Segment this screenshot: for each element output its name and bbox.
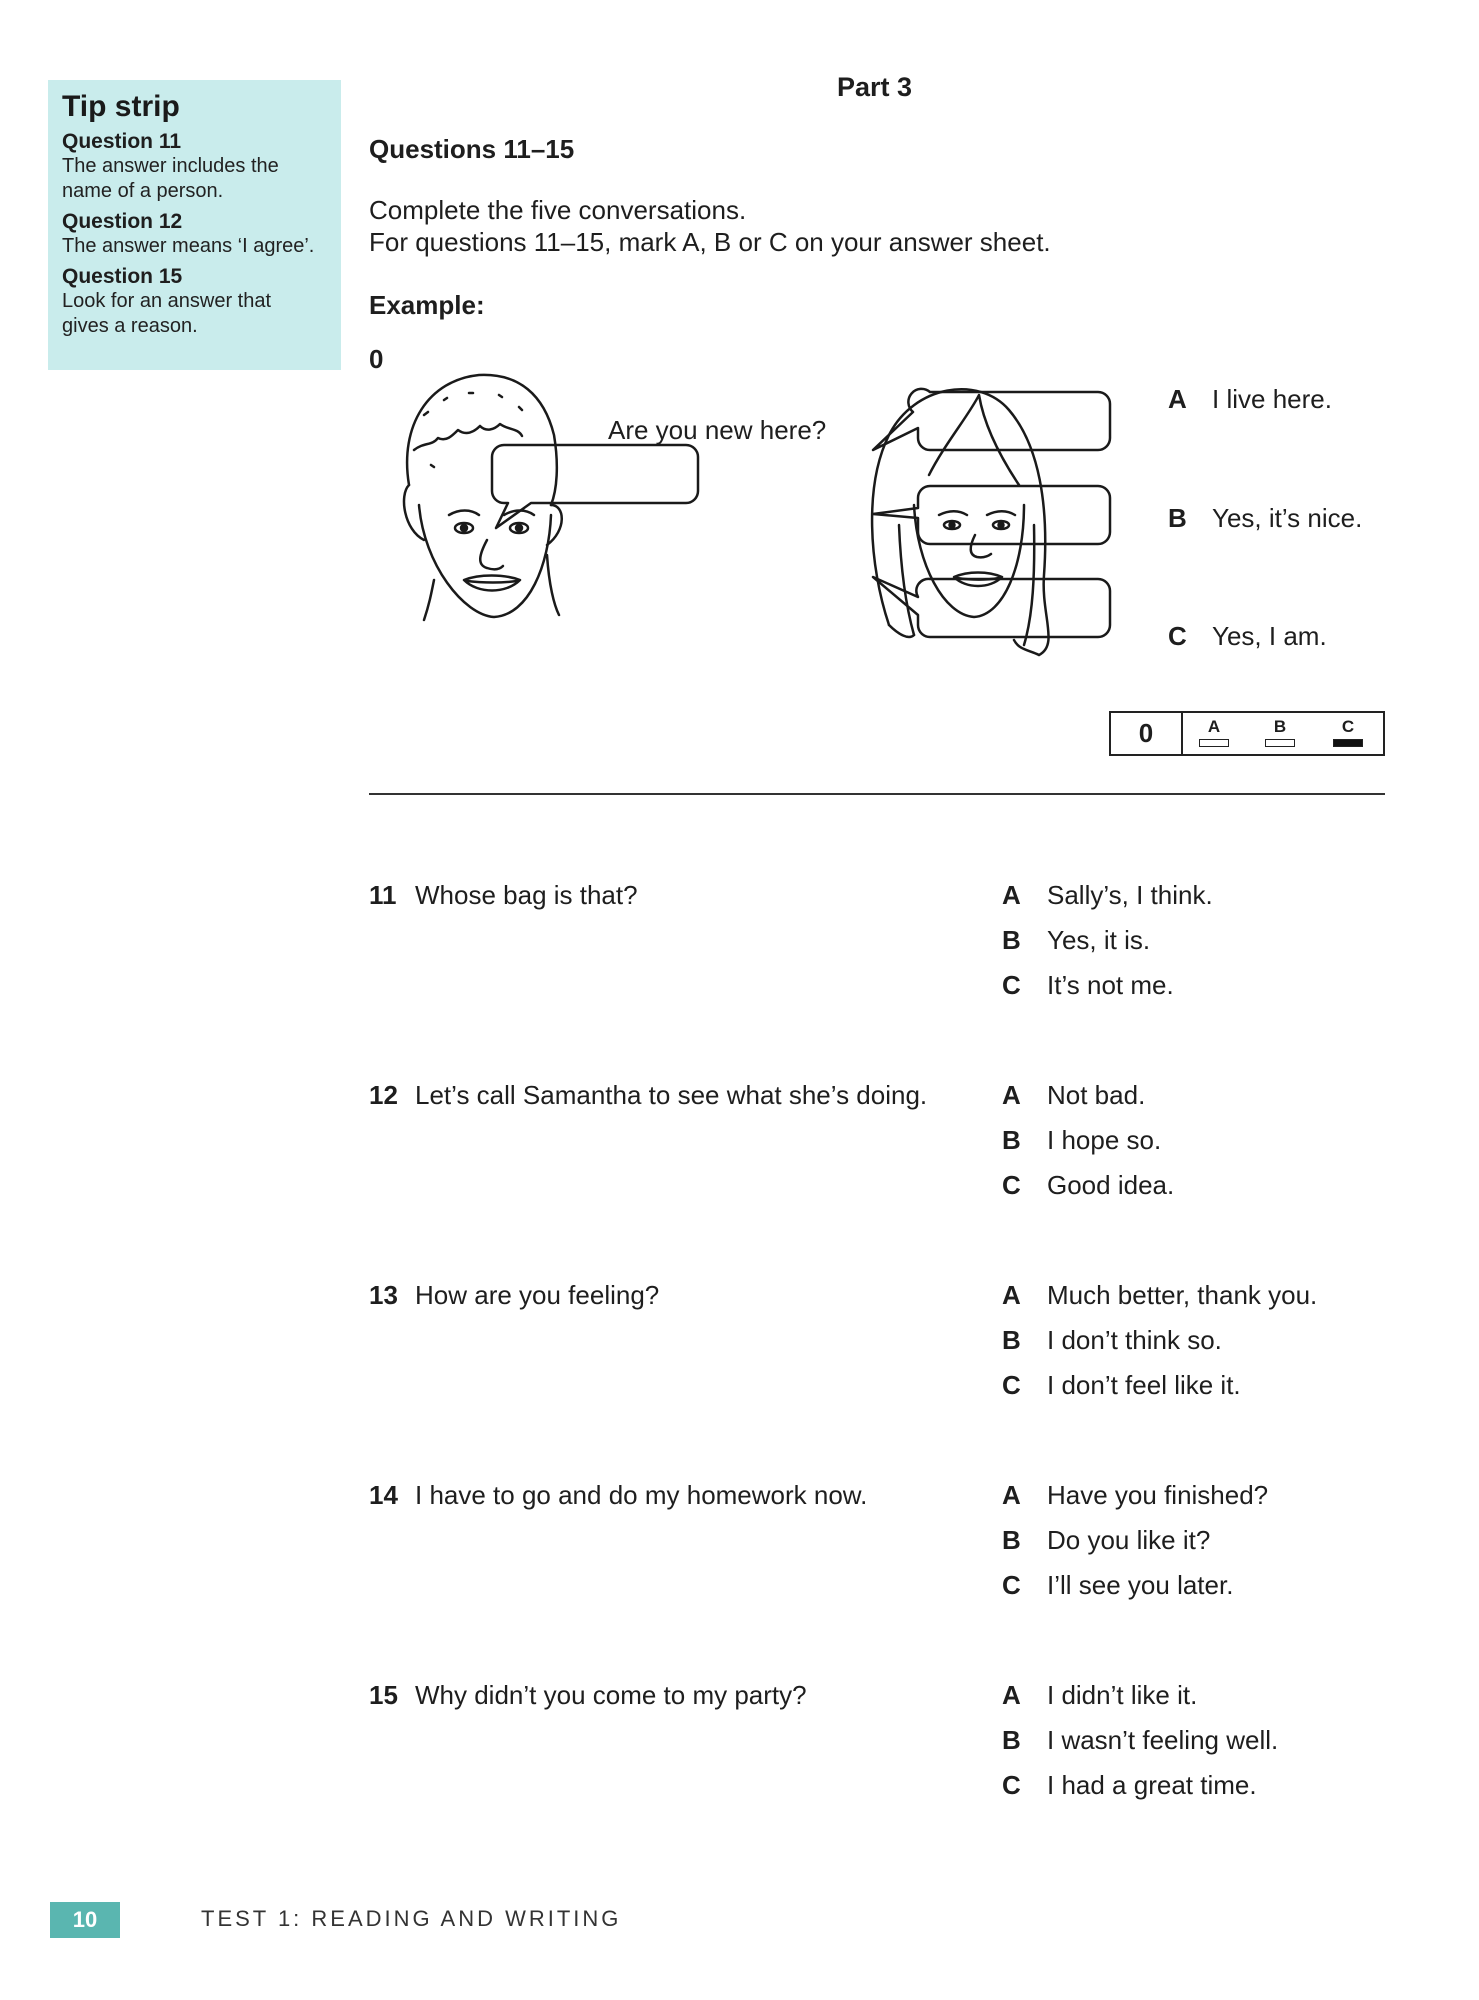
option-text: Good idea.	[1047, 1170, 1175, 1200]
option-text: I live here.	[1212, 384, 1332, 414]
option-letter: B	[1002, 1125, 1021, 1155]
option-letter: A	[1002, 1080, 1021, 1110]
answer-mark-filled	[1333, 739, 1363, 747]
section-divider	[369, 793, 1385, 795]
answer-slot-a	[1197, 717, 1231, 747]
option-letter: A	[1002, 1280, 1021, 1310]
option-c	[1002, 1370, 1241, 1402]
tip-text: The answer includes the	[62, 155, 279, 177]
option-letter: C	[1168, 621, 1187, 651]
option-b	[1002, 1325, 1222, 1357]
question-text: I have to go and do my homework now.	[415, 1480, 868, 1510]
tip-text: Look for an answer that	[62, 290, 272, 312]
option-b	[1002, 1525, 1210, 1557]
question-number: 12	[369, 1080, 398, 1110]
tip-text: name of a person.	[62, 180, 224, 202]
question-number: 11	[369, 880, 397, 910]
question-12	[369, 1080, 1429, 1200]
question-14	[369, 1480, 1429, 1600]
tip-question: Question 15	[62, 265, 183, 288]
option-text: Much better, thank you.	[1047, 1280, 1318, 1310]
tip-strip	[48, 80, 341, 370]
option-letter: C	[1002, 1370, 1021, 1400]
option-letter: B	[1168, 503, 1187, 533]
question-number: 14	[369, 1480, 398, 1510]
tip-text: gives a reason.	[62, 315, 198, 337]
option-a	[1002, 1680, 1197, 1712]
part-title: Part 3	[836, 72, 913, 102]
option-c	[1002, 1170, 1174, 1202]
option-text: Sally’s, I think.	[1047, 880, 1213, 910]
example-label: Example:	[369, 290, 485, 320]
option-letter: B	[1002, 1525, 1021, 1555]
option-a	[1002, 1480, 1268, 1512]
option-letter: B	[1002, 925, 1021, 955]
instructions-line-2: For questions 11–15, mark A, B or C on your answer sheet.	[369, 227, 1051, 257]
tip-question: Question 12	[62, 210, 183, 233]
speech-bubble	[492, 445, 698, 528]
option-a	[1002, 1280, 1317, 1312]
option-text: I don’t think so.	[1047, 1325, 1222, 1355]
question-11	[369, 880, 1429, 1000]
option-text: I didn’t like it.	[1047, 1680, 1198, 1710]
boy-face-illustration	[404, 375, 562, 620]
option-b	[1002, 1725, 1278, 1757]
option-c	[1002, 970, 1174, 1002]
option-bubble-c	[873, 577, 1110, 637]
option-letter: B	[1002, 1725, 1021, 1755]
question-15	[369, 1680, 1429, 1800]
example-option-a	[1168, 384, 1332, 415]
option-text: Have you finished?	[1047, 1480, 1269, 1510]
option-text: I hope so.	[1047, 1125, 1162, 1155]
option-bubble-a	[873, 389, 1110, 450]
tip-strip-title: Tip strip	[62, 90, 180, 123]
answer-grid-number: 0	[1111, 713, 1183, 754]
footer-section-title: TEST 1: READING AND WRITING	[201, 1906, 622, 1931]
question-number: 15	[369, 1680, 398, 1710]
option-text: Yes, it’s nice.	[1212, 503, 1363, 533]
answer-slot-c	[1331, 717, 1365, 747]
question-text: Why didn’t you come to my party?	[415, 1680, 807, 1710]
option-letter: A	[1002, 880, 1021, 910]
option-letter: A	[1002, 1480, 1021, 1510]
question-text: Let’s call Samantha to see what she’s doing.	[415, 1080, 928, 1110]
option-letter: C	[1002, 1770, 1021, 1800]
option-text: I’ll see you later.	[1047, 1570, 1234, 1600]
option-text: I don’t feel like it.	[1047, 1370, 1241, 1400]
page-number: 10	[50, 1902, 120, 1938]
question-13	[369, 1280, 1429, 1400]
example-prompt: Are you new here?	[608, 415, 827, 445]
girl-face-illustration	[872, 389, 1049, 655]
option-b	[1002, 925, 1150, 957]
answer-slot-letter: C	[1341, 717, 1355, 736]
option-text: Do you like it?	[1047, 1525, 1211, 1555]
option-text: Yes, it is.	[1047, 925, 1151, 955]
example-answer-grid	[1109, 711, 1385, 756]
example-option-c	[1168, 621, 1327, 652]
answer-slot-b	[1263, 717, 1297, 747]
answer-mark	[1199, 739, 1229, 747]
option-a	[1002, 880, 1213, 912]
example-number: 0	[369, 344, 384, 374]
option-c	[1002, 1770, 1257, 1802]
answer-slot-letter: A	[1207, 717, 1221, 736]
question-text: Whose bag is that?	[415, 880, 638, 910]
option-text: Yes, I am.	[1212, 621, 1327, 651]
option-letter: A	[1002, 1680, 1021, 1710]
answer-slot-letter: B	[1273, 717, 1287, 736]
questions-heading: Questions 11–15	[369, 134, 575, 164]
option-letter: B	[1002, 1325, 1021, 1355]
option-letter: A	[1168, 384, 1187, 414]
option-text: Not bad.	[1047, 1080, 1146, 1110]
tip-question: Question 11	[62, 130, 182, 153]
option-text: It’s not me.	[1047, 970, 1174, 1000]
tip-text: The answer means ‘I agree’.	[62, 235, 315, 257]
option-letter: C	[1002, 970, 1021, 1000]
example-option-b	[1168, 503, 1362, 534]
answer-mark	[1265, 739, 1295, 747]
option-c	[1002, 1570, 1233, 1602]
instructions-line-1: Complete the five conversations.	[369, 195, 747, 225]
option-b	[1002, 1125, 1161, 1157]
question-text: How are you feeling?	[415, 1280, 660, 1310]
option-bubble-b	[873, 486, 1110, 544]
option-a	[1002, 1080, 1145, 1112]
option-text: I wasn’t feeling well.	[1047, 1725, 1279, 1755]
question-number: 13	[369, 1280, 398, 1310]
option-text: I had a great time.	[1047, 1770, 1257, 1800]
option-letter: C	[1002, 1170, 1021, 1200]
option-letter: C	[1002, 1570, 1021, 1600]
